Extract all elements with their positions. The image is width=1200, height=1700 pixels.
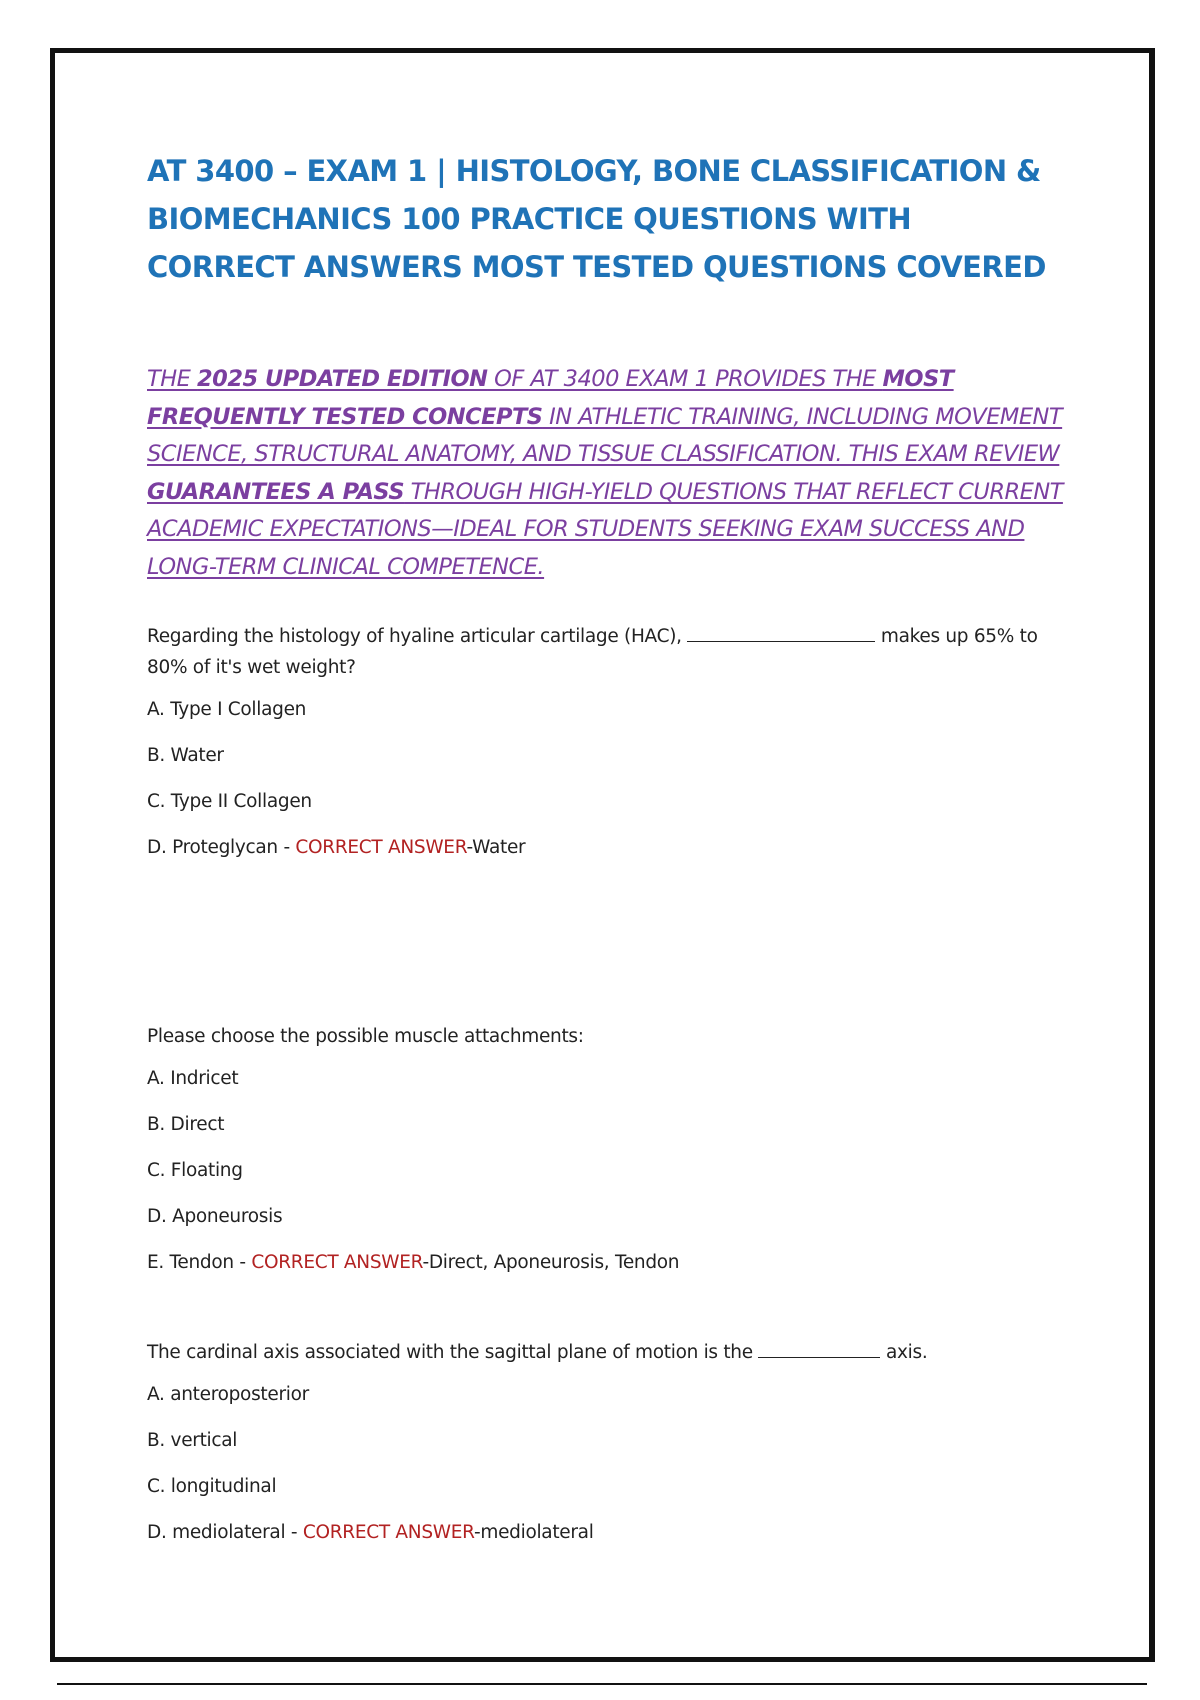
option-a: A. Type I Collagen [147, 699, 307, 720]
page-bottom-rule [57, 1683, 1147, 1685]
promo-highlight: GUARANTEES A PASS [147, 478, 405, 505]
correct-answer-value: Direct, Aponeurosis, Tendon [428, 1252, 680, 1273]
question-text-part: axis. [880, 1342, 928, 1363]
question-text [147, 1337, 1067, 1368]
question-2 [147, 1021, 1067, 1286]
promo-text: OF AT 3400 EXAM 1 PROVIDES THE [487, 366, 883, 392]
promo-text: IN ATHLETIC TRAINING, INCLUDING MOVEMENT SCIENCE, STRUCTURAL ANATOMY, AND TISSUE CLASSIFICATION. THIS EXAM REVIEW [147, 403, 1063, 467]
document-title: AT 3400 – EXAM 1 | HISTOLOGY, BONE CLASSIFICATION & BIOMECHANICS 100 PRACTICE QUESTIONS WITH CORRECT ANSWERS MOST TESTED QUESTIONS COVERED [147, 154, 1046, 284]
question-3 [147, 1337, 1067, 1556]
question-text-part: The cardinal axis associated with the sagittal plane of motion is the [147, 1342, 759, 1363]
correct-answer-label: CORRECT ANSWER [295, 837, 467, 858]
document-page [50, 48, 1155, 1662]
correct-answer-value: Water [472, 837, 526, 858]
option-b: B. Direct [147, 1114, 225, 1135]
correct-answer-label: CORRECT ANSWER [251, 1252, 423, 1273]
correct-answer-label: CORRECT ANSWER [302, 1522, 474, 1543]
option-d: D. Proteglycan - CORRECT ANSWER-Water [147, 837, 526, 858]
question-text: Please choose the possible muscle attachments: [147, 1026, 584, 1047]
answer-blank [687, 625, 875, 642]
question-text-part: makes up 65% to 80% of it's wet weight? [147, 626, 1038, 678]
option-a: A. Indricet [147, 1068, 239, 1089]
option-b: B. vertical [147, 1430, 238, 1451]
question-text [147, 621, 1067, 683]
option-e: E. Tendon - CORRECT ANSWER-Direct, Aponeurosis, Tendon [147, 1252, 680, 1273]
option-text: D. Proteglycan [147, 837, 278, 858]
option-text: D. mediolateral [147, 1522, 286, 1543]
promo-text: THROUGH HIGH-YIELD QUESTIONS THAT REFLECT CURRENT ACADEMIC EXPECTATIONS—IDEAL FOR STUDENTS SEEKING EXAM SUCCESS AND LONG-TERM CLINICAL COMPETENCE. [147, 478, 1063, 580]
option-c: C. Type II Collagen [147, 791, 312, 812]
question-text-part: Regarding the histology of hyaline articular cartilage (HAC), [147, 626, 688, 647]
option-b: B. Water [147, 745, 224, 766]
promo-highlight: MOST FREQUENTLY TESTED CONCEPTS [147, 366, 954, 430]
correct-answer-value: mediolateral [480, 1522, 594, 1543]
option-a: A. anteroposterior [147, 1384, 309, 1405]
answer-blank [758, 1341, 880, 1358]
promo-highlight: 2025 UPDATED EDITION [197, 366, 488, 392]
promo-text: THE [147, 366, 198, 392]
option-c: C. longitudinal [147, 1476, 277, 1497]
question-1 [147, 621, 1067, 871]
promo-paragraph [147, 361, 1067, 586]
option-c: C. Floating [147, 1160, 243, 1181]
option-d: D. Aponeurosis [147, 1206, 283, 1227]
option-d: D. mediolateral - CORRECT ANSWER-mediolateral [147, 1522, 594, 1543]
option-text: E. Tendon [147, 1252, 234, 1273]
